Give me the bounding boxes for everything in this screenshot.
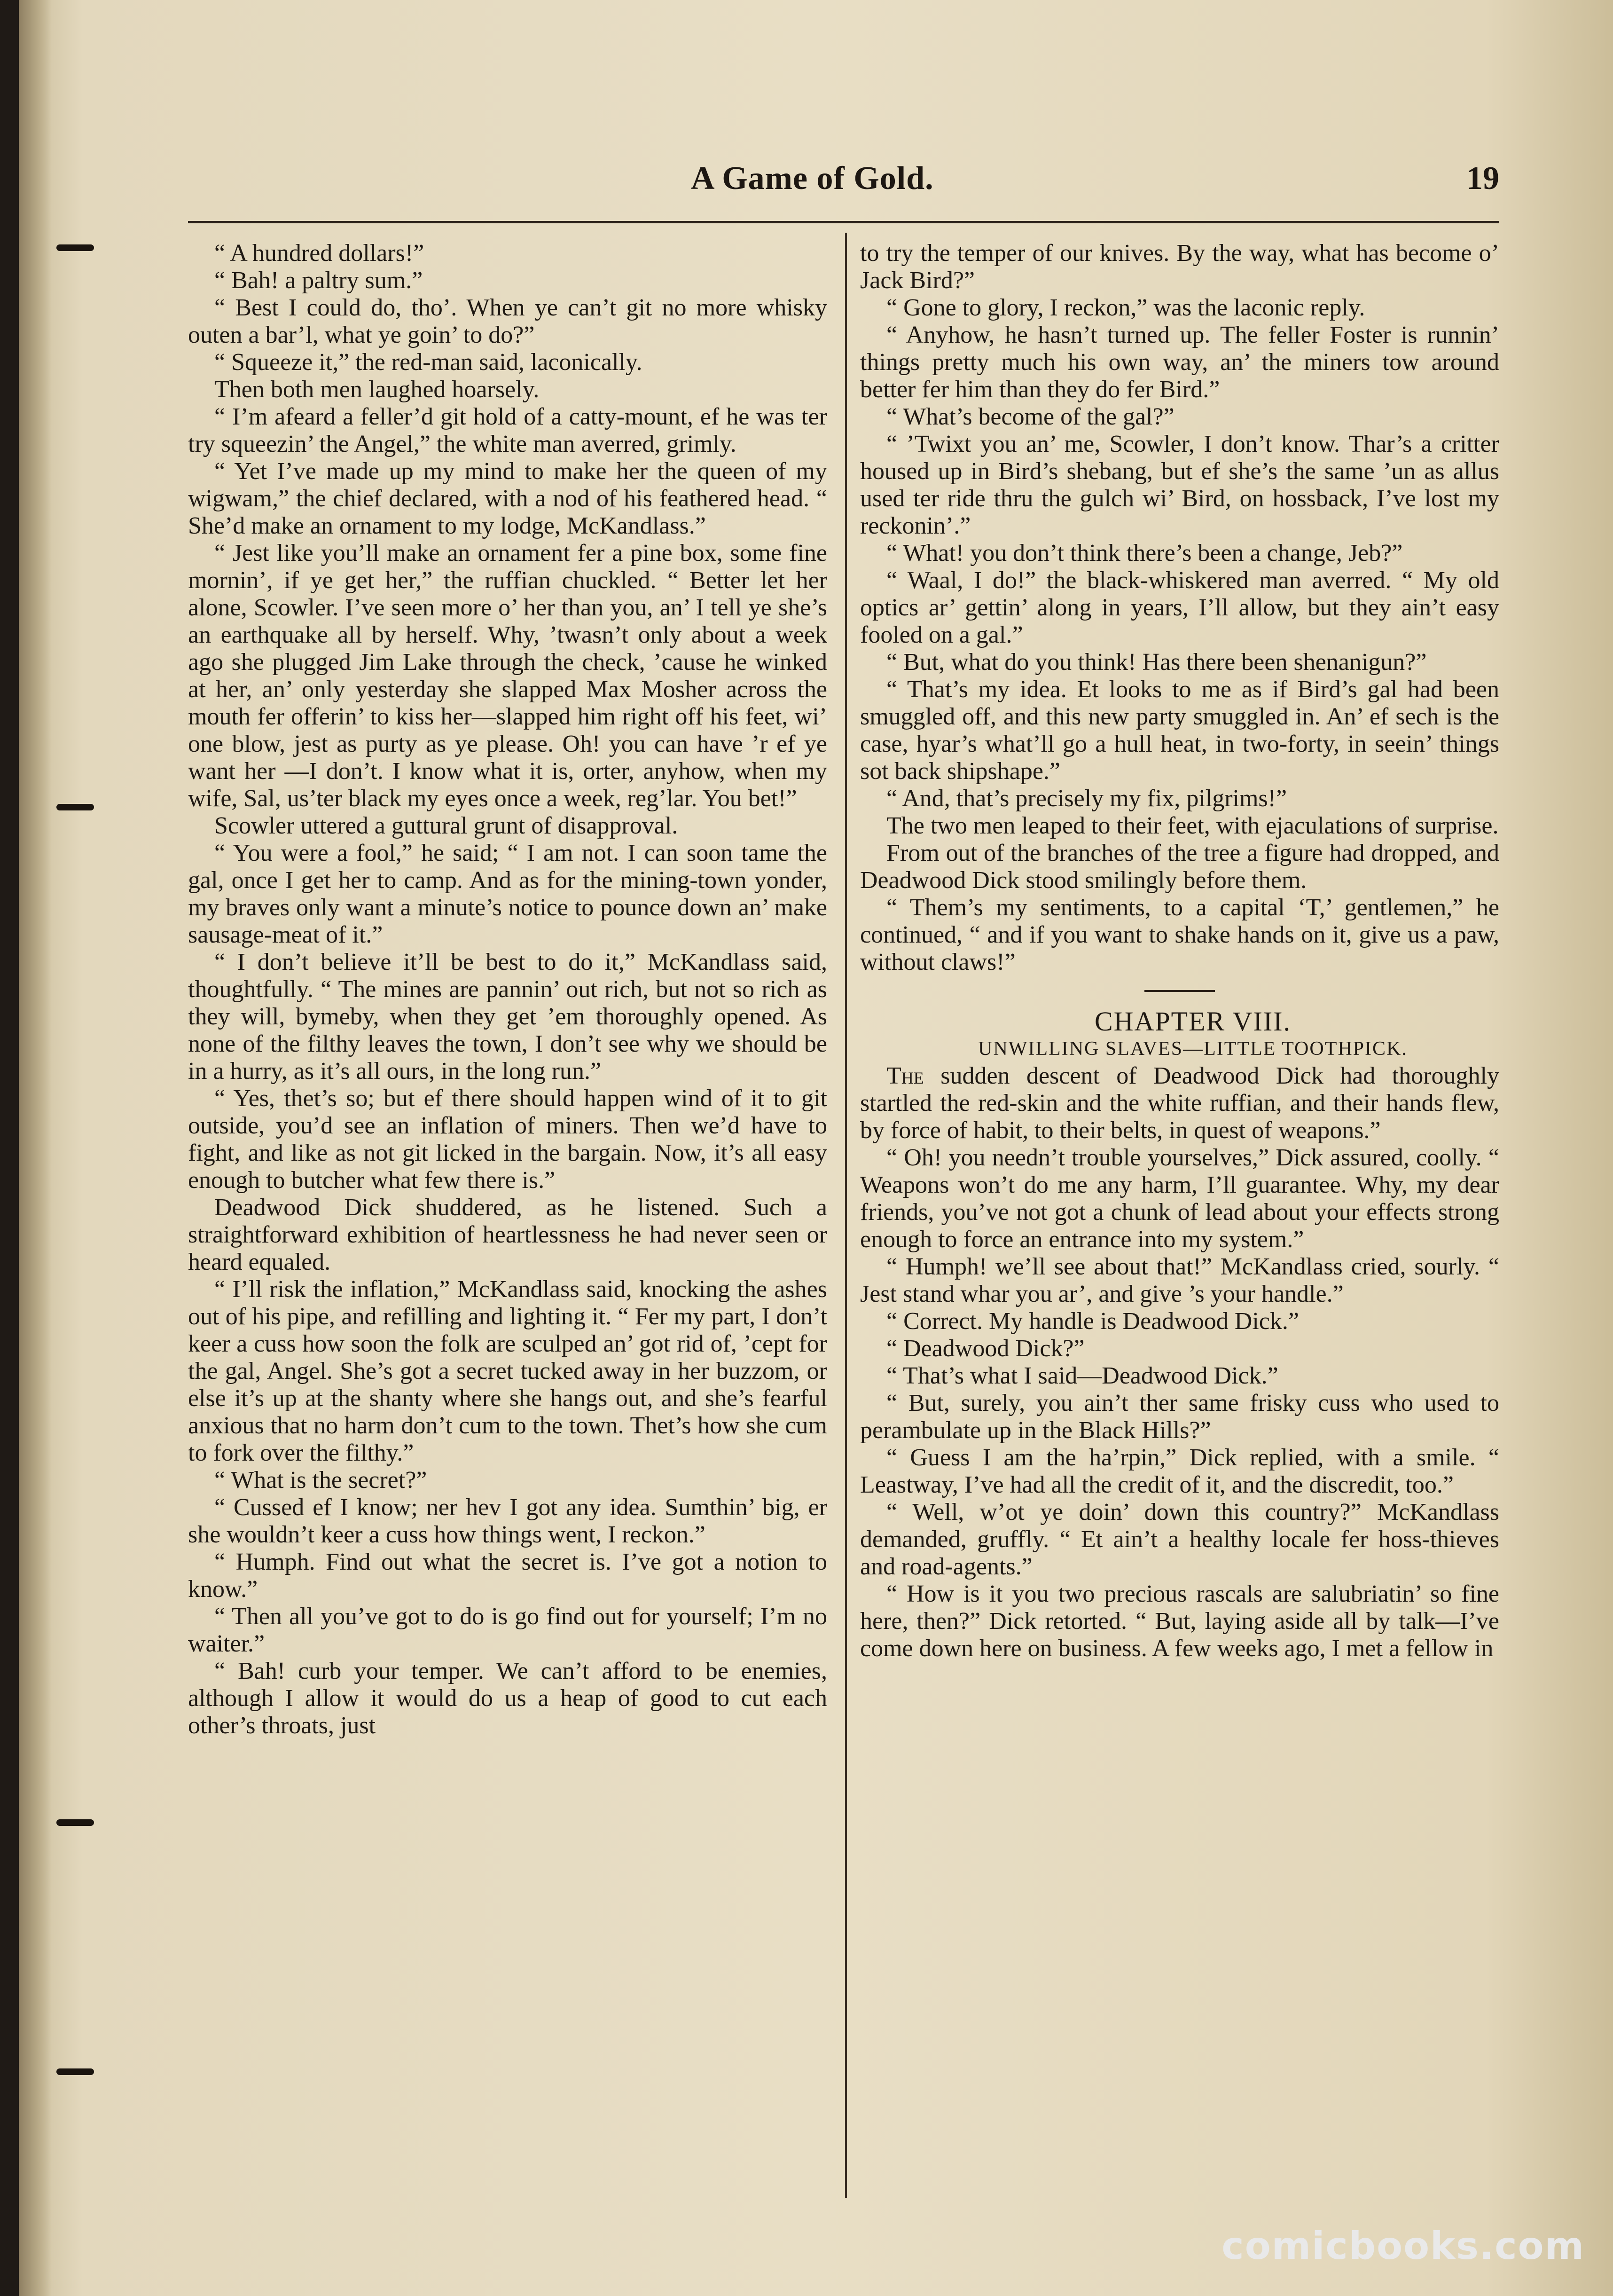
paragraph: “ Gone to glory, I reckon,” was the laconic reply. bbox=[886, 294, 1365, 321]
paragraph: “ I’m afeard a feller’d git hold of a catty-mount, ef he was ter try squeezin’ the Angel,” the white man averred, grimly. bbox=[188, 403, 827, 457]
margin-mark bbox=[56, 804, 94, 810]
paragraph: “ Correct. My handle is Deadwood Dick.” bbox=[886, 1308, 1299, 1335]
paragraph: “ A hundred dollars!” bbox=[214, 240, 424, 267]
page-spine-shadow bbox=[19, 0, 52, 2296]
paragraph: “ Yet I’ve made up my mind to make her the queen of my wigwam,” the chief declared, with a nod of his feathered head. “ She’d make an ornament to my lodge, McKandlass.” bbox=[188, 458, 827, 539]
paragraph: Then both men laughed hoarsely. bbox=[214, 376, 540, 403]
paragraph: “ Waal, I do!” the black-whiskered man averred. “ My old optics ar’ gettin’ along in years, I’ll allow, but they ain’t easy fooled on a gal.” bbox=[860, 567, 1499, 648]
paragraph: “ Jest like you’ll make an ornament fer a pine box, some fine mornin’, if ye get her,” the ruffian chuckled. “ Better let her alone, Scowler. I’ve seen more o’ her than you, an’ I tell ye she’s an earthquake all by herself. Why, ’twasn’t only about a week ago she plugged Jim Lake through the check, ’cause he winked at her, an’ only yesterday she slapped Max Mosher across the mouth fer offerin’ to kiss her—slapped him right off his feet, wi’ one blow, jest as purty as ye please. Oh! you can have ’r ef ye want her —I don’t. I know what it is, orter, anyhow, when my wife, Sal, us’ter black my eyes once a week, reg’lar. You bet!” bbox=[188, 540, 827, 812]
paragraph: “ Anyhow, he hasn’t turned up. The feller Foster is runnin’ things pretty much his own way, an’ the miners tow around better fer him than they do fer Bird.” bbox=[860, 322, 1499, 403]
chapter-subtitle: UNWILLING SLAVES—LITTLE TOOTHPICK. bbox=[978, 1038, 1408, 1060]
column-divider bbox=[845, 233, 847, 2198]
paragraph: Deadwood Dick shuddered, as he listened. Such a straightforward exhibition of heartlessness he had never seen or heard equaled. bbox=[188, 1194, 827, 1275]
paragraph: “ Bah! a paltry sum.” bbox=[214, 267, 423, 294]
paragraph: The two men leaped to their feet, with ejaculations of surprise. bbox=[886, 812, 1499, 839]
header-rule bbox=[188, 221, 1499, 223]
watermark-text: comicbooks.com bbox=[1221, 2224, 1585, 2268]
paragraph: “ Cussed ef I know; ner hev I got any idea. Sumthin’ big, er she wouldn’t keer a cuss how things went, I reckon.” bbox=[188, 1494, 827, 1548]
margin-mark bbox=[56, 244, 94, 251]
paragraph: “ What’s become of the gal?” bbox=[886, 403, 1175, 430]
left-column bbox=[188, 240, 827, 2195]
paragraph: “ ’Twixt you an’ me, Scowler, I don’t know. Thar’s a critter housed up in Bird’s shebang, but ef she’s the same ’un as allus used ter ride thru the gulch wi’ Bird, on hossback, I’ve lost my reckonin’.” bbox=[860, 431, 1499, 539]
paragraph: “ Oh! you needn’t trouble yourselves,” Dick assured, coolly. “ Weapons won’t do me any harm, I’ll guarantee. Why, my dear friends, you’ve not got a chunk of lead about your effects strong enough to force an entrance into my system.” bbox=[860, 1144, 1499, 1253]
paragraph: “ Humph. Find out what the secret is. I’ve got a notion to know.” bbox=[188, 1549, 827, 1603]
paragraph: “ That’s my idea. Et looks to me as if Bird’s gal had been smuggled off, and this new party smuggled in. An’ ef sech is the case, hyar’s what’ll go a hull heat, in two-forty, in seein’ things sot back shipshape.” bbox=[860, 676, 1499, 785]
paragraph: “ How is it you two precious rascals are salubriatin’ so fine here, then?” Dick retorted. “ But, laying aside all by talk—I’ve come down here on business. A few weeks ago, I met a fellow in bbox=[860, 1580, 1499, 1662]
margin-mark bbox=[56, 2068, 94, 2075]
paragraph: “ Best I could do, tho’. When ye can’t git no more whisky outen a bar’l, what ye goin’ to do?” bbox=[188, 294, 827, 348]
chapter-opening-paragraph bbox=[860, 1062, 1499, 1144]
paragraph: “ And, that’s precisely my fix, pilgrims!” bbox=[886, 785, 1287, 812]
book-page bbox=[19, 0, 1613, 2296]
paragraph: From out of the branches of the tree a figure had dropped, and Deadwood Dick stood smilingly before them. bbox=[860, 840, 1499, 894]
running-title: A Game of Gold. bbox=[691, 160, 934, 197]
paragraph: “ Guess I am the ha’rpin,” Dick replied, with a smile. “ Leastway, I’ve had all the credit of it, and the discredit, too.” bbox=[860, 1444, 1499, 1498]
paragraph: “ Deadwood Dick?” bbox=[886, 1335, 1085, 1362]
paragraph: “ But, surely, you ain’t ther same frisky cuss who used to perambulate up in the Black Hills?” bbox=[860, 1390, 1499, 1444]
margin-mark bbox=[56, 1819, 94, 1826]
right-column bbox=[860, 240, 1499, 2195]
paragraph: “ What is the secret?” bbox=[214, 1467, 427, 1494]
paragraph: “ Humph! we’ll see about that!” McKandlass cried, sourly. “ Jest stand whar you ar’, and give ’s your handle.” bbox=[860, 1253, 1499, 1307]
paragraph: “ But, what do you think! Has there been shenanigun?” bbox=[886, 649, 1427, 676]
paragraph: “ That’s what I said—Deadwood Dick.” bbox=[886, 1362, 1278, 1389]
paragraph: “ Squeeze it,” the red-man said, laconically. bbox=[214, 349, 642, 376]
paragraph: “ Then all you’ve got to do is go find out for yourself; I’m no waiter.” bbox=[188, 1603, 827, 1657]
paragraph: to try the temper of our knives. By the way, what has become o’ Jack Bird?” bbox=[860, 240, 1499, 294]
paragraph: “ You were a fool,” he said; “ I am not. I can soon tame the gal, once I get her to camp. And as for the mining-town yonder, my braves only want a minute’s notice to pounce down an’ make sausage-meat of it.” bbox=[188, 840, 827, 948]
paragraph: Scowler uttered a guttural grunt of disapproval. bbox=[214, 812, 678, 839]
paragraph: “ Yes, thet’s so; but ef there should happen wind of it to git outside, you’d see an inflation of miners. Then we’d have to fight, and like as not git licked in the bargain. Now, it’s all easy enough to butcher what few there is.” bbox=[188, 1085, 827, 1194]
paragraph: “ Bah! curb your temper. We can’t afford to be enemies, although I allow it would do us a heap of good to cut each other’s throats, just bbox=[188, 1658, 827, 1739]
page-header bbox=[174, 160, 1499, 216]
paragraph: “ Well, w’ot ye doin’ down this country?” McKandlass demanded, gruffly. “ Et ain’t a healthy locale fer hoss-thieves and road-agents.” bbox=[860, 1499, 1499, 1580]
chapter-break-rule bbox=[1144, 990, 1215, 992]
chapter-title: CHAPTER VIII. bbox=[1094, 1006, 1292, 1037]
drop-word: The bbox=[886, 1062, 924, 1089]
page-number: 19 bbox=[1466, 160, 1499, 197]
paragraph-text: sudden descent of Deadwood Dick had thoroughly startled the red-skin and the white ruffian, and their hands flew, by force of habit, to their belts, in quest of weapons.” bbox=[860, 1062, 1499, 1144]
paragraph: “ I’ll risk the inflation,” McKandlass said, knocking the ashes out of his pipe, and refilling and lighting it. “ Fer my part, I don’t keer a cuss how soon the folk are sculped an’ got rid of, ’cept for the gal, Angel. She’s got a secret tucked away in her buzzom, or else it’s up at the shanty where she hangs out, and she’s fearful anxious that no harm don’t cum to the town. Thet’s how she cum to fork over the filthy.” bbox=[188, 1276, 827, 1466]
paragraph: “ Them’s my sentiments, to a capital ‘T,’ gentlemen,” he continued, “ and if you want to shake hands on it, give us a paw, without claws!” bbox=[860, 894, 1499, 975]
paragraph: “ What! you don’t think there’s been a change, Jeb?” bbox=[886, 540, 1403, 566]
paragraph: “ I don’t believe it’ll be best to do it,” McKandlass said, thoughtfully. “ The mines are pannin’ out rich, but not so rich as they will, bymeby, when they get ’em thoroughly opened. As none of the filthy leaves the town, I don’t see why we should be in a hurry, as it’s all ours, in the long run.” bbox=[188, 949, 827, 1085]
